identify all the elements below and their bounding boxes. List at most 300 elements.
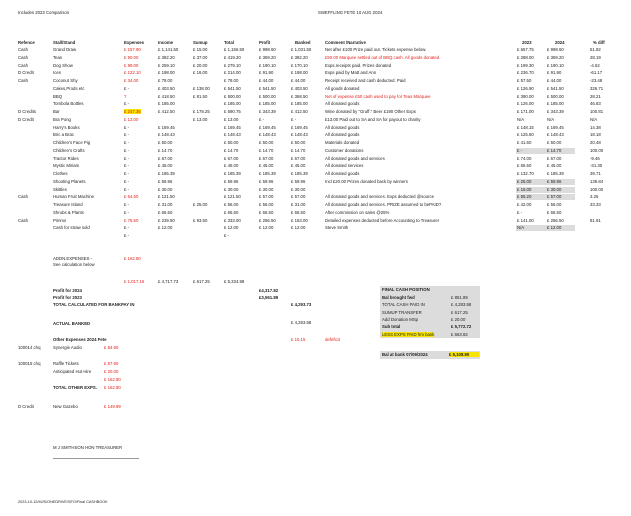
cell-total: £ 214.00	[224, 70, 241, 76]
cell-banked: £ -	[291, 116, 297, 122]
cell-expenses: £ -	[124, 209, 130, 215]
cell-total: £ 148.43	[224, 132, 241, 138]
cash-position-label: Add Donation MSp	[382, 316, 419, 322]
cell-banked: £ 368.50	[291, 93, 308, 99]
cell-ref: Cash	[18, 194, 29, 200]
cell-2024: £ 343.39	[547, 109, 564, 114]
cell-profit: £ 91.90	[259, 70, 274, 76]
cell-profit: £ 185.39	[259, 171, 276, 176]
cell-stall: Coconut Shy	[53, 78, 78, 83]
cell-expenses: £ -	[124, 186, 130, 192]
col-total: Total	[224, 40, 234, 45]
other-expenses-title: Other Expenses 2024 Fete	[53, 337, 107, 342]
cell-profit: £ 30.00	[259, 186, 274, 192]
col-income: Income	[158, 40, 174, 45]
cell-total: £ 12.00	[224, 225, 239, 231]
cell-pct-diff: 28.19	[590, 54, 601, 60]
cell-total: £ 121.50	[224, 194, 241, 200]
addn-expenses-label: ADDN.EXPENSES -	[53, 256, 93, 261]
cell-sumup: £ 178.25	[193, 109, 210, 114]
cell-pct-diff: -23.48	[590, 78, 603, 83]
cell-2023: £ 141.00	[517, 217, 534, 223]
cell-expenses: £ 157.90	[124, 47, 141, 52]
cell-banked: £ 50.00	[291, 140, 306, 145]
cell-expenses: £ -	[124, 178, 130, 184]
cell-expenses: £ -	[124, 202, 130, 207]
cell-sumup: £ 13.00	[193, 116, 208, 122]
cell-banked: £ 65.50	[291, 209, 306, 215]
cell-comment: £13.00 Paid out to SA and SA for payout to charity	[325, 116, 421, 122]
cell-total: £ 1,156.50	[224, 47, 245, 52]
cell-2023: £ 25.00	[517, 178, 532, 184]
cell-expenses: £ 247.36	[124, 109, 141, 114]
cell-total: £ 78.00	[224, 78, 239, 83]
table-row	[0, 233, 631, 239]
cell-ref: D Credit	[18, 70, 34, 76]
cell-comment: Wine donated by "Gruff." Beer £190 Other Exps	[325, 109, 416, 114]
cell-total: £ 500.00	[224, 93, 241, 99]
cell-2024: £ 256.50	[547, 217, 564, 223]
cell-profit: £ 44.00	[259, 78, 274, 83]
cell-banked: £ 403.50	[291, 85, 308, 91]
other-exp-label-0: Synergie Audio	[53, 345, 82, 350]
cell-banked: £ 30.00	[291, 186, 306, 192]
cell-comment: Exps.receipts paid. Prizes donated	[325, 62, 392, 68]
other-exp-value-0: £ 84.90	[104, 345, 119, 350]
table-row	[0, 117, 631, 123]
cell-ref: Cash	[18, 47, 29, 52]
other-exp-value-1: £ 57.90	[104, 361, 119, 366]
cell-expenses: £ -	[124, 140, 130, 145]
cell-2024: £ 50.00	[547, 140, 562, 145]
table-row	[0, 225, 631, 231]
actual-banked-value: £ 4,283.58	[291, 320, 312, 325]
cash-position-label: LESS EXPS PAID frm bank	[382, 331, 435, 337]
table-row	[0, 140, 631, 146]
cell-stall: Bra Pong	[53, 116, 71, 122]
cell-comment: Net after £100 Prize paid out. Tickets expense below.	[325, 47, 427, 52]
cell-stall: Ices	[53, 70, 61, 76]
cell-expenses: £ -	[124, 233, 130, 238]
cell-total: £ 185.39	[224, 171, 241, 176]
cell-pct-diff: 3.26	[590, 194, 599, 200]
cell-ref: Cash	[18, 54, 29, 60]
cell-2023: £ 199.30	[517, 62, 534, 68]
table-row	[0, 132, 631, 138]
table-row	[0, 94, 631, 100]
cash-position-value: £ 5,772.72	[451, 324, 472, 330]
cell-2023: £ 125.60	[517, 132, 534, 138]
cell-profit: £ 185.00	[259, 101, 276, 107]
cell-stall: Teas	[53, 54, 63, 60]
cell-expenses: £ 122.10	[124, 70, 141, 76]
cell-total: £ 65.50	[224, 209, 239, 215]
cell-stall: Pimms	[53, 217, 67, 223]
cell-stall: Tombola Bottles	[53, 101, 84, 107]
cell-pct-diff: -9.46	[590, 155, 600, 161]
cell-2024: £ 185.39	[547, 171, 564, 176]
cash-position-label: Sub total	[382, 324, 401, 330]
addn-expenses-value: £ 162.80	[124, 256, 141, 261]
cell-2023: £ 148.15	[517, 124, 534, 130]
cell-profit: £ 45.00	[259, 163, 274, 169]
cell-income: £ 65.50	[158, 209, 173, 215]
cell-income: £ 12.00	[158, 225, 173, 231]
col-comment: Comment /Narrative	[325, 40, 366, 45]
cell-income: £ 185.39	[158, 171, 175, 176]
cell-2023: £ 42.00	[517, 202, 532, 207]
cell-profit: £ 369.20	[259, 54, 276, 60]
cell-banked: £ 44.00	[291, 78, 306, 83]
cell-expenses: £ -	[124, 101, 130, 107]
cell-pct-diff: 20.48	[590, 140, 601, 145]
table-row	[0, 70, 631, 76]
cell-sumup: £ 138.00	[193, 85, 210, 91]
cell-stall: Skittles	[53, 186, 67, 192]
cell-sumup: £ 81.50	[193, 93, 208, 99]
cell-pct-diff: 14.38	[590, 124, 601, 130]
cell-expenses: £ 64.50	[124, 194, 139, 200]
table-row	[0, 163, 631, 169]
cell-expenses: £ 13.00	[124, 116, 139, 122]
cell-pct-diff: 100.00	[590, 186, 604, 192]
cell-pct-diff: 18.18	[590, 132, 601, 138]
gazebo-label: New Gazebo	[53, 404, 78, 409]
cell-stall: Human Fruit Machine	[53, 194, 95, 200]
cell-profit: £ -	[259, 116, 265, 122]
cell-2024: £ 998.60	[547, 47, 564, 52]
cash-position-value: £ 663.82	[451, 331, 468, 337]
cell-comment: All donated goods and services. Exps deducted @source	[325, 194, 434, 200]
cell-expenses: £ -	[124, 85, 130, 91]
col-sumup: Sumup	[193, 40, 208, 45]
cell-pct-diff: N/A	[590, 116, 598, 122]
cell-total: £ 279.10	[224, 62, 241, 68]
cell-income: £ 198.00	[158, 70, 175, 76]
cell-total: £ 541.50	[224, 85, 241, 91]
cell-banked: £ 148.43	[291, 132, 308, 138]
cell-banked: £ 185.39	[291, 171, 308, 176]
cell-sumup: £ 25.00	[193, 202, 208, 207]
cell-expenses: £ -	[124, 124, 130, 130]
cell-expenses: ?	[124, 93, 127, 99]
table-row	[0, 202, 631, 208]
cell-2024: £ 500.00	[547, 93, 564, 99]
cell-income: £ 185.00	[158, 101, 175, 107]
cell-2024: £ 45.00	[547, 163, 562, 169]
cell-comment: Exps paid by Matt and Ann	[325, 70, 377, 76]
total-income: £ 4,717.73	[158, 279, 179, 284]
cell-banked: £ 163.00	[291, 217, 308, 223]
cell-2023: £ 41.50	[517, 140, 532, 145]
profit-2024-label: Profit for 2024	[53, 288, 82, 293]
cell-profit: £ 256.50	[259, 217, 276, 223]
cell-income: £ 121.50	[158, 194, 175, 200]
col-stall: Stall/Stand	[53, 40, 76, 45]
cell-2023: £ 126.90	[517, 85, 534, 91]
cell-income: £ 1,141.50	[158, 47, 179, 52]
col-reference: Refence	[18, 40, 35, 45]
doc-footer: 2023-10-12/MJS/ONEDRIVE/SFO/Final CASHBOOK	[18, 500, 108, 504]
cell-ref: D Credit	[18, 116, 34, 122]
addn-expenses-note: See calculation below	[53, 262, 95, 267]
cell-comment: Detailed expenses deducted before Accounting to Treasurer	[325, 217, 440, 223]
cell-income: £ 148.43	[158, 132, 175, 138]
cell-banked: £ 12.00	[291, 225, 306, 231]
cell-ref: Cash	[18, 217, 29, 223]
cash-position-value: £ 851.89	[451, 295, 468, 300]
table-row	[0, 218, 631, 224]
cell-banked: £ 14.70	[291, 147, 306, 153]
cell-2024: £ 190.10	[547, 62, 564, 68]
cell-2024: £ 56.00	[547, 202, 562, 207]
cell-2023: £ -	[517, 147, 523, 153]
cell-expenses: £ -	[124, 132, 130, 138]
cell-comment: Net of expense £50 cash used to pay for Teas Marquee	[325, 93, 431, 99]
cell-pct-diff: 51.82	[590, 47, 601, 52]
cell-pct-diff: -4.62	[590, 62, 600, 68]
cell-income: £ 403.50	[158, 85, 175, 91]
cell-total: £ 50.00	[224, 140, 239, 145]
cell-2023: £ 55.20	[517, 194, 532, 200]
cell-banked: £ 45.00	[291, 163, 306, 169]
cell-expenses: £ 34.00	[124, 78, 139, 83]
cell-comment: All donated goods	[325, 132, 360, 138]
cell-total: £ -	[224, 233, 230, 238]
cell-2023: £ 288.00	[517, 54, 534, 60]
cell-total: £ 333.00	[224, 217, 241, 223]
cell-2024: £ 185.00	[547, 101, 564, 107]
cell-comment: Materials donated	[325, 140, 360, 145]
cell-expenses: £ 76.50	[124, 217, 139, 223]
cell-banked: £ 412.50	[291, 109, 308, 114]
cash-position-label: SUMUP TRANSFER	[382, 309, 422, 315]
total-total: £ 5,334.98	[224, 279, 245, 284]
cell-comment: All donated goods	[325, 124, 360, 130]
cell-2024: £ 44.00	[547, 78, 562, 83]
comparison-shading	[516, 225, 575, 231]
cell-2023: £ 132.70	[517, 171, 534, 176]
table-row	[0, 179, 631, 185]
cell-sumup: £ 20.00	[193, 62, 208, 68]
table-row	[0, 125, 631, 131]
cell-total: £ 590.75	[224, 109, 241, 114]
other-exp-value-2: £ 20.00	[104, 369, 119, 374]
cell-profit: £ 59.96	[259, 178, 274, 184]
cell-income: £ 78.00	[158, 78, 173, 83]
bank-payin-value: £ 4,293.73	[291, 302, 312, 307]
cash-position-label: Bal brought fwd	[382, 295, 415, 300]
cell-comment: Customer donations	[325, 147, 364, 153]
cell-pct-diff: 28.21	[590, 93, 601, 99]
cell-profit: £ 56.00	[259, 202, 274, 207]
cell-2024: £ 148.43	[547, 132, 564, 138]
gazebo-value: £ 149.99	[104, 404, 121, 409]
cell-pct-diff: 81.91	[590, 217, 601, 223]
cell-expenses: £ -	[124, 225, 130, 231]
cell-income: £ 59.96	[158, 178, 173, 184]
table-row	[0, 171, 631, 177]
cell-total: £ 56.00	[224, 202, 239, 207]
other-exp-total-label: TOTAL OTHER EXPS.	[53, 385, 97, 390]
col-2023: 2023	[522, 40, 532, 45]
profit-2023-label: Profit for 2023	[53, 295, 82, 300]
cell-stall: Children's Crafts	[53, 147, 85, 153]
cell-2023: N/A	[517, 116, 525, 122]
col-banked: Banked	[295, 40, 311, 45]
cell-stall: Cash for straw sold	[53, 225, 90, 231]
signature-line	[53, 458, 139, 459]
cell-stall: Shrubs & Plants	[53, 209, 84, 215]
other-exp-ref-0: 100014 chq	[18, 345, 41, 350]
cell-income: £ 412.50	[158, 109, 175, 114]
cell-profit: £ 65.50	[259, 209, 274, 215]
cell-sumup: £ 15.00	[193, 47, 208, 52]
cell-comment: All donated services	[325, 163, 364, 169]
cash-position-value: £ 20.00	[451, 316, 466, 322]
col-2024: 2024	[555, 40, 565, 45]
table-row	[0, 86, 631, 92]
cell-stall: Treasure Island	[53, 202, 83, 207]
cell-pct-diff: 39.71	[590, 171, 601, 176]
cell-2023: £ 236.70	[517, 70, 534, 76]
cell-total: £ 13.00	[224, 116, 239, 122]
table-row	[0, 78, 631, 84]
cell-profit: £ 57.00	[259, 194, 274, 200]
cell-income: £ 239.50	[158, 217, 175, 223]
cell-2023: £ 57.50	[517, 78, 532, 83]
col-pct-diff: % diff	[593, 40, 605, 45]
cell-comment: All donated goods	[325, 101, 360, 107]
table-row	[0, 187, 631, 193]
cell-total: £ 59.96	[224, 178, 239, 184]
cell-banked: £ 185.00	[291, 101, 308, 107]
cell-profit: £ 14.70	[259, 147, 274, 153]
cell-sumup: £ 93.50	[193, 217, 208, 223]
deficit-label: defeficit	[325, 337, 340, 342]
cell-income: £ 418.50	[158, 93, 175, 99]
treasurer-signature: M J SMITHSON HON TREASURER	[53, 445, 123, 450]
cell-2024: £ 541.50	[547, 85, 564, 91]
cell-2024: £ 59.96	[547, 178, 562, 184]
cell-2023: £ 390.00	[517, 93, 534, 99]
cell-income: £ 259.10	[158, 62, 175, 68]
cell-profit: £ 50.00	[259, 140, 274, 145]
cell-income: £ 14.70	[158, 147, 173, 153]
cell-2023: £ 74.00	[517, 155, 532, 161]
cell-income: £ 169.45	[158, 124, 175, 130]
profit-2023-value: £3,551.89	[259, 295, 279, 300]
cell-expenses: £ -	[124, 155, 130, 161]
gazebo-ref: D Credit	[18, 404, 34, 409]
cell-stall: Children's Face Pig	[53, 140, 91, 145]
cell-expenses: £ 50.00	[124, 54, 139, 60]
cell-banked: £ 57.00	[291, 194, 306, 200]
cell-pct-diff: 326.71	[590, 85, 604, 91]
cell-expenses: £ 89.00	[124, 62, 139, 68]
other-exp-total-value: £ 162.80	[104, 385, 121, 390]
cell-banked: £ 67.00	[291, 155, 306, 161]
deficit-value: £ 10.15	[291, 337, 306, 342]
cell-total: £ 14.70	[224, 147, 239, 153]
table-row	[0, 63, 631, 69]
cell-pct-diff: -61.17	[590, 70, 603, 76]
cell-2024: £ 91.90	[547, 70, 562, 76]
cell-banked: £ 31.00	[291, 202, 306, 207]
cell-banked: £ 382.20	[291, 54, 308, 60]
cell-expenses: £ -	[124, 171, 130, 176]
cell-banked: £ 59.96	[291, 178, 306, 184]
cell-ref: Cash	[18, 78, 29, 83]
cell-expenses: £ -	[124, 163, 130, 169]
cell-2023: £ 65.50	[517, 163, 532, 169]
cell-pct-diff: 139.84	[590, 178, 604, 184]
cell-ref: D Credits	[18, 109, 36, 114]
bal-at-bank-value: £ 5,108.90	[449, 352, 479, 357]
cell-total: £ 185.00	[224, 101, 241, 107]
cell-comment: Incl £20.00 Prizes donated back by winners	[325, 178, 408, 184]
cell-comment: All goods donated	[325, 85, 360, 91]
other-exp-label-2: Anticipated Hut Hire	[53, 369, 92, 374]
total-expenses: £ 1,017.16	[124, 279, 145, 284]
cell-total: £ 67.00	[224, 155, 239, 161]
cell-comment: After commission on sales @25%	[325, 209, 390, 215]
cell-2024: £ 57.00	[547, 194, 562, 200]
cell-income: £ 382.20	[158, 54, 175, 60]
cell-stall: BBQ	[53, 93, 63, 99]
doc-header-note: Includes 2023 Comparison	[18, 10, 70, 15]
cell-comment: All donated goods	[325, 171, 360, 176]
cell-2023: £ 126.00	[517, 101, 534, 107]
cell-2024: £ 12.00	[547, 225, 562, 231]
cell-total: £ 45.00	[224, 163, 239, 169]
cell-pct-diff: -31.30	[590, 163, 603, 169]
cell-pct-diff: 46.83	[590, 101, 601, 107]
cell-2024: £ 14.70	[547, 147, 562, 153]
cell-comment: £50.00 Marquee settled out of BBQ cash. All goods donated.	[325, 54, 441, 60]
cell-2023: £ -	[517, 209, 523, 215]
cell-sumup: £ 37.00	[193, 54, 208, 60]
cell-total: £ 169.45	[224, 124, 241, 130]
total-sumup: £ 617.25	[193, 279, 210, 284]
cell-pct-diff: 33.33	[590, 202, 601, 207]
table-row	[0, 55, 631, 61]
cell-2024: £ 65.50	[547, 209, 562, 215]
cell-2024: £ 169.45	[547, 124, 564, 130]
cell-stall: Dog Show	[53, 62, 73, 68]
other-exp-ref-1: 100015 chq	[18, 361, 41, 366]
col-profit: Profit	[259, 40, 271, 45]
cell-sumup: £ 16.00	[193, 70, 208, 76]
cell-profit: £ 343.39	[259, 109, 276, 114]
bal-at-bank-label: Bal at bank 07/09/2024	[382, 352, 428, 357]
table-row	[0, 210, 631, 216]
cell-total: £ 419.20	[224, 54, 241, 60]
cash-position-value: £ 617.25	[451, 309, 468, 315]
cell-profit: £ 541.50	[259, 85, 276, 91]
cash-position-title: FINAL CASH POSITION	[382, 287, 430, 292]
cell-2024: £ 30.00	[547, 186, 562, 192]
other-exp-value-3: £ 162.80	[104, 377, 121, 382]
cell-stall: Cakes,Prods etc	[53, 85, 85, 91]
cell-2023: £ 171.00	[517, 109, 534, 114]
other-exp-label-1: Raffle Tickets	[53, 361, 79, 366]
cell-profit: £ 12.00	[259, 225, 274, 231]
cell-stall: Grand Draw	[53, 47, 77, 52]
cell-stall: Tractor Rides	[53, 155, 79, 161]
table-row	[0, 47, 631, 53]
cell-stall: Bric a Brac	[53, 132, 75, 138]
